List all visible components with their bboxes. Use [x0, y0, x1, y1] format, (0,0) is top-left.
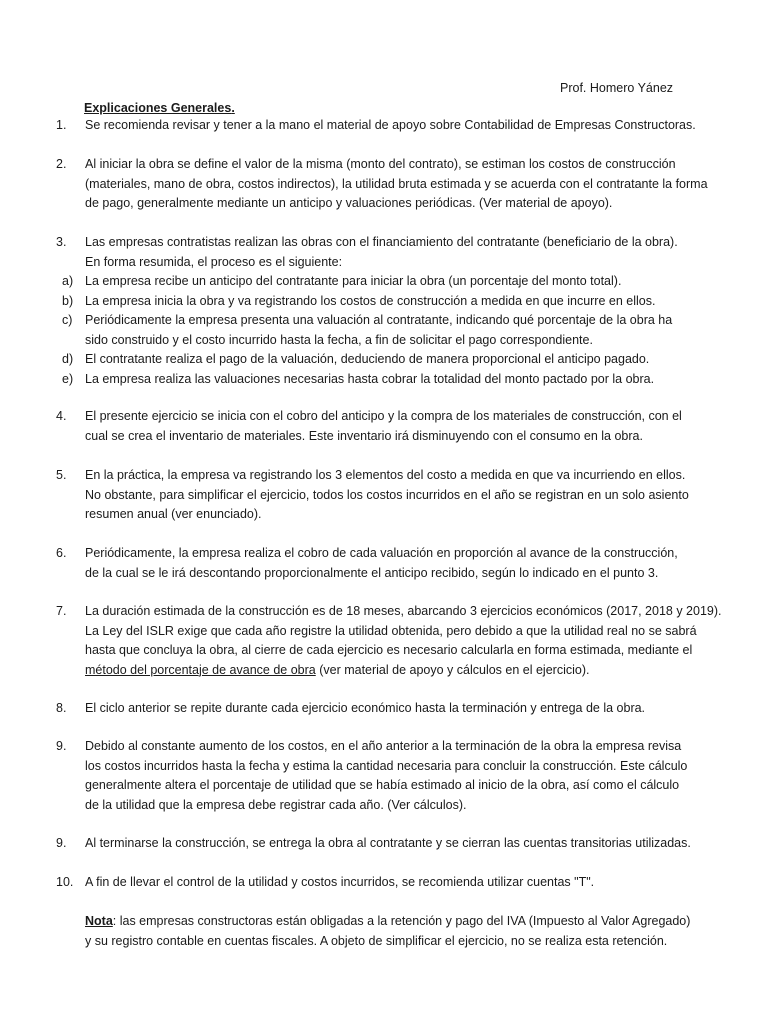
sub-item-text	[85, 350, 735, 370]
text-line: de la cual se le irá descontando proporcionalmente el anticipo recibido, según lo indicado en el punto 3.	[85, 565, 659, 580]
sub-item-label: b)	[62, 293, 74, 308]
text-fragment: (ver material de apoyo y cálculos en el ejercicio).	[315, 662, 590, 677]
text-line: El presente ejercicio se inicia con el cobro del anticipo y la compra de los materiales de construcción, con el	[85, 409, 682, 423]
text-line: No obstante, para simplificar el ejercicio, todos los costos incurridos en el año se registran en un solo asiento	[85, 487, 689, 502]
text-line	[85, 661, 735, 681]
sub-item-label: d)	[62, 352, 74, 366]
text-line: Periódicamente, la empresa realiza el cobro de cada valuación en proporción al avance de la construcción,	[85, 546, 678, 560]
item-number: 6.	[56, 546, 67, 560]
text-line: generalmente altera el porcentaje de utilidad que se había estimado al inicio de la obra, así como el cálculo	[85, 778, 680, 792]
text-line: La empresa recibe un anticipo del contratante para iniciar la obra (un porcentaje del monto total).	[85, 274, 622, 288]
item-number: 3.	[56, 235, 67, 249]
text-line: La empresa realiza las valuaciones necesarias hasta cobrar la totalidad del monto pactado por la obra.	[85, 371, 655, 386]
item-number: 9.	[56, 739, 67, 753]
text-line: La empresa inicia la obra y va registrando los costos de construcción a medida en que incurre en ellos.	[85, 293, 656, 308]
text-line: los costos incurridos hasta la fecha y estima la cantidad necesaria para concluir la construcción. Este cálculo	[85, 758, 688, 773]
method-link-text: método del porcentaje de avance de obra	[85, 662, 316, 677]
item-text	[85, 116, 735, 136]
text-line: resumen anual (ver enunciado).	[85, 507, 262, 521]
text-line: Periódicamente la empresa presenta una valuación al contratante, indicando qué porcentaje de la obra ha	[85, 313, 673, 327]
item-text	[85, 233, 735, 272]
item-text	[85, 834, 735, 854]
text-line: La duración estimada de la construcción es de 18 meses, abarcando 3 ejercicios económicos (2017, 2018 y 2019).	[85, 604, 722, 618]
text-line: A fin de llevar el control de la utilidad y costos incurridos, se recomienda utilizar cuentas "T".	[85, 875, 595, 889]
text-line: hasta que concluya la obra, al cierre de cada ejercicio es necesario calcularla en forma estimada, mediante el	[85, 643, 693, 657]
item-text	[85, 155, 735, 214]
note-label: Nota	[85, 914, 113, 928]
item-text	[85, 699, 735, 719]
sub-item-text	[85, 292, 735, 312]
item-text	[85, 407, 735, 446]
item-number: 5.	[56, 468, 67, 482]
text-line: Las empresas contratistas realizan las obras con el financiamiento del contratante (beneficiario de la obra).	[85, 235, 678, 249]
text-line: de pago, generalmente mediante un anticipo y valuaciones periódicas. (Ver material de apoyo).	[85, 196, 613, 210]
text-line: La Ley del ISLR exige que cada año registre la utilidad obtenida, pero debido a que la utilidad real no se sabrá	[85, 623, 697, 638]
item-number: 4.	[56, 409, 67, 423]
item-number: 9.	[56, 836, 67, 850]
section-title	[84, 100, 235, 116]
text-line: El ciclo anterior se repite durante cada ejercicio económico hasta la terminación y entrega de la obra.	[85, 701, 646, 715]
text-line: (materiales, mano de obra, costos indirectos), la utilidad bruta estimada y se acuerda con el contratante la forma	[85, 176, 708, 191]
item-text	[85, 466, 735, 525]
item-number: 10.	[56, 875, 74, 889]
text-line: y su registro contable en cuentas fiscales. A objeto de simplificar el ejercicio, no se realiza esta retención.	[85, 933, 668, 948]
sub-item-label: e)	[62, 371, 74, 386]
text-line: Al iniciar la obra se define el valor de la misma (monto del contrato), se estiman los costos de construcción	[85, 157, 676, 171]
text-line: Se recomienda revisar y tener a la mano el material de apoyo sobre Contabilidad de Empresas Constructoras.	[85, 118, 696, 132]
text-line: En la práctica, la empresa va registrando los 3 elementos del costo a medida en que va incurriendo en ellos.	[85, 468, 686, 482]
item-text	[85, 544, 735, 583]
author-name: Prof. Homero Yánez	[560, 81, 674, 95]
item-number: 1.	[56, 118, 67, 132]
sub-item-label: a)	[62, 274, 74, 288]
item-number: 7.	[56, 604, 67, 618]
item-text	[85, 602, 735, 680]
item-text	[85, 737, 735, 815]
section-title-dot: .	[231, 101, 235, 115]
text-line	[85, 912, 735, 932]
item-text	[85, 873, 735, 893]
text-line: Debido al constante aumento de los costos, en el año anterior a la terminación de la obra la empresa revisa	[85, 739, 682, 753]
text-fragment: : las empresas constructoras están obligadas a la retención y pago del IVA (Impuesto al Valor Agregado)	[112, 914, 691, 928]
text-line: de la utilidad que la empresa debe registrar cada año. (Ver cálculos).	[85, 797, 467, 812]
sub-item-text	[85, 311, 735, 350]
item-number: 8.	[56, 701, 67, 715]
text-line: En forma resumida, el proceso es el siguiente:	[85, 254, 343, 269]
text-line: sido construido y el costo incurrido hasta la fecha, a fin de solicitar el pago correspondiente.	[85, 332, 593, 347]
sub-item-text	[85, 370, 735, 390]
sub-item-text	[85, 272, 735, 292]
section-title-text: Explicaciones Generales	[84, 101, 232, 115]
text-line: cual se crea el inventario de materiales. Este inventario irá disminuyendo con el consumo en la obra.	[85, 428, 643, 443]
text-line: Al terminarse la construcción, se entrega la obra al contratante y se cierran las cuentas transitorias utilizadas.	[85, 836, 691, 850]
text-line: El contratante realiza el pago de la valuación, deduciendo de manera proporcional el anticipo pagado.	[85, 352, 650, 366]
sub-item-label: c)	[62, 313, 73, 327]
item-number: 2.	[56, 157, 67, 171]
note-text	[85, 912, 735, 951]
